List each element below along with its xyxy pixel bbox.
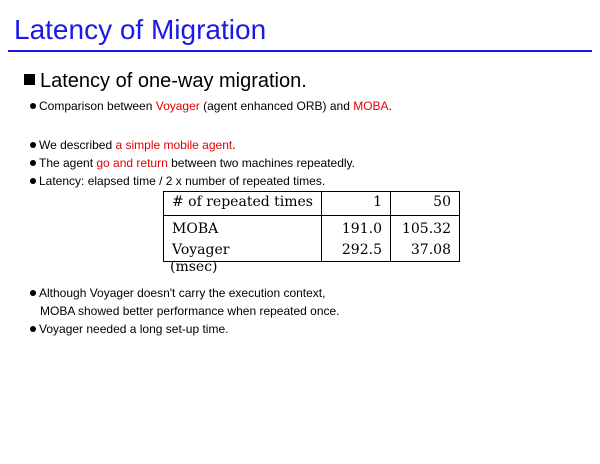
- table-cell: 292.5: [321, 240, 390, 262]
- table-cell: Voyager: [164, 240, 322, 262]
- table-cell: 191.0: [321, 216, 390, 241]
- table-header-cell: # of repeated times: [164, 192, 322, 216]
- table-unit: (msec): [170, 259, 218, 275]
- described-prefix: We described: [39, 138, 116, 152]
- dot-bullet-icon: [30, 290, 36, 296]
- described-suffix: .: [232, 138, 236, 152]
- note2: Voyager needed a long set-up time.: [39, 322, 229, 336]
- table-cell: MOBA: [164, 216, 322, 241]
- comparison-middle: (agent enhanced ORB) and: [199, 99, 354, 113]
- table-cell: 37.08: [410, 242, 451, 258]
- goreturn-highlight: go and return: [96, 156, 168, 170]
- latency-definition: Latency: elapsed time / 2 x number of repeated times.: [39, 174, 326, 188]
- goreturn-prefix: The agent: [39, 156, 97, 170]
- bullet-note-1: [30, 285, 325, 301]
- dot-bullet-icon: [30, 160, 36, 166]
- comparison-prefix: Comparison between: [39, 99, 156, 113]
- table-header-cell: 1: [321, 192, 390, 216]
- bullet-comparison: [30, 98, 392, 114]
- dot-bullet-icon: [30, 178, 36, 184]
- bullet-latency-definition: [30, 173, 325, 189]
- square-bullet-icon: [24, 74, 35, 85]
- bullet-go-return: [30, 155, 355, 171]
- bullet-note-2: [30, 321, 228, 337]
- comparison-moba: MOBA: [353, 99, 389, 113]
- table-header-row: [164, 192, 460, 216]
- title-underline: [8, 50, 592, 52]
- table-row: [164, 216, 460, 241]
- bullet-described: [30, 137, 236, 153]
- goreturn-suffix: between two machines repeatedly.: [167, 156, 355, 170]
- table-cell: 105.32: [390, 216, 459, 241]
- dot-bullet-icon: [30, 142, 36, 148]
- described-highlight: a simple mobile agent: [115, 138, 233, 152]
- main-heading: Latency of one-way migration.: [40, 70, 307, 92]
- main-bullet: [24, 70, 307, 93]
- comparison-suffix: .: [388, 99, 392, 113]
- dot-bullet-icon: [30, 103, 36, 109]
- slide-title: Latency of Migration: [14, 14, 267, 45]
- dot-bullet-icon: [30, 326, 36, 332]
- note1-line1: Although Voyager doesn't carry the execution context,: [39, 286, 326, 300]
- table-header-cell: 50: [390, 192, 459, 216]
- note1-line2: MOBA showed better performance when repeated once.: [40, 304, 340, 318]
- latency-table: [163, 191, 460, 262]
- comparison-voyager: Voyager: [155, 99, 200, 113]
